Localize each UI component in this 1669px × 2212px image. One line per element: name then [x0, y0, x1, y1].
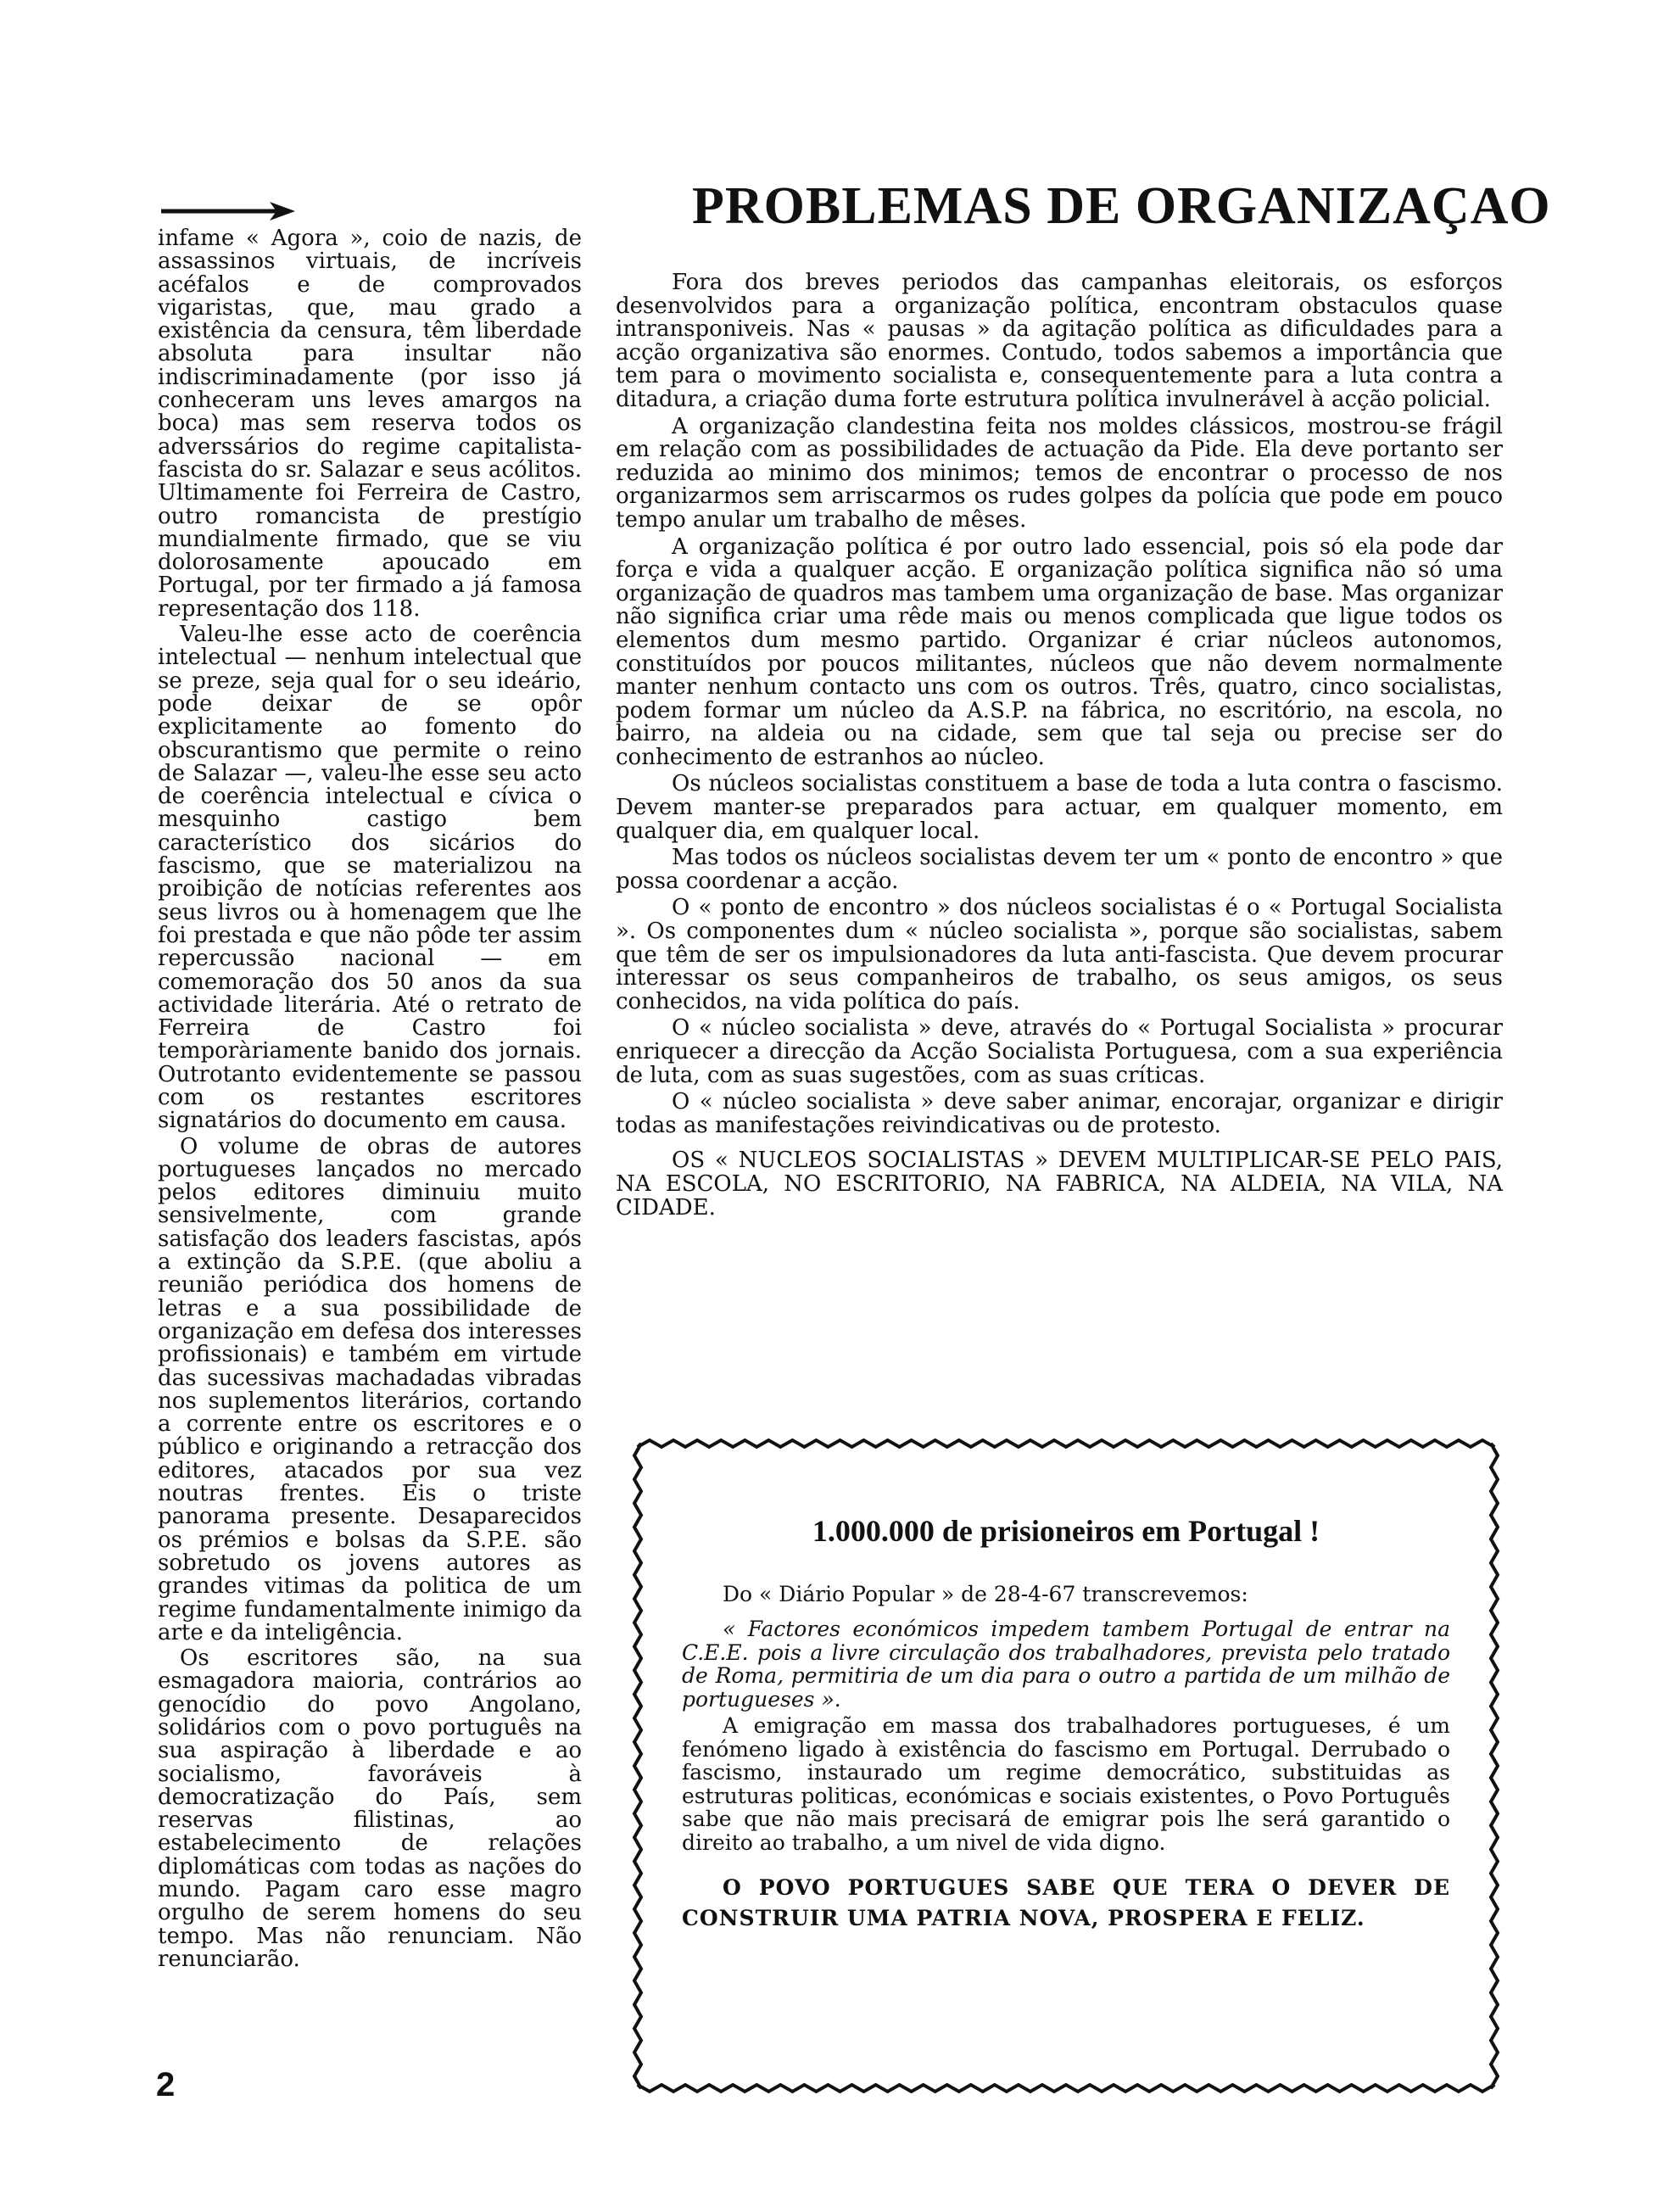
- box-body: A emigração em massa dos trabalhadores portugueses, é um fenómeno ligado à existência do fascismo em Portugal. Derrubado o fascismo, instaurado um regime democrático, substituidas as estruturas politicas, económicas e sociais existentes, o Povo Português sabe que não mais precisará de emigrar pois lhe será garantido o direito ao trabalho, a um nivel de vida digno.: [682, 1713, 1450, 1855]
- article-title: PROBLEMAS DE ORGANIZAÇAO: [692, 177, 1551, 235]
- article-paragraph: Os núcleos socialistas constituem a base de toda a luta contra o fascismo. Devem manter-se preparados para actuar, em qualquer momento, em qualquer dia, em qualquer local.: [616, 771, 1503, 844]
- boxed-article: [629, 1435, 1503, 2097]
- left-paragraph: Valeu-lhe esse acto de coerência intelectual — nenhum intelectual que se preze, seja qual for o seu ideário, pode deixar de se opôr explicitamente ao fomento do obscurantismo que permite o reino de Salazar —, valeu-lhe esse seu acto de coerência intelectual e cívica o mesquinho castigo bem característico dos sicários do fascismo, que se materializou na proibição de notícias referentes aos seus livros ou à homenagem que lhe foi prestada e que não pôde ter assim repercussão nacional — em comemoração dos 50 anos da sua actividade literária. Até o retrato de Ferreira de Castro foi temporàriamente banido dos jornais. Outrotanto evidentemente se passou com os restantes escritores signatários do documento em causa.: [158, 622, 582, 1134]
- box-quote: « Factores económicos impedem tambem Portugal de entrar na C.E.E. pois a livre circulação dos trabalhadores, prevista pelo tratado de Roma, permitiria de um dia para o outro a partida de um milhão de portugueses ».: [682, 1617, 1450, 1712]
- article-paragraph: O « núcleo socialista » deve, através do « Portugal Socialista » procurar enriquecer a direcção da Acção Socialista Portuguesa, com a sua experiência de luta, com as suas sugestões, com as suas críticas.: [616, 1015, 1503, 1088]
- box-closing: O POVO PORTUGUES SABE QUE TERA O DEVER DE CONSTRUIR UMA PATRIA NOVA, PROSPERA E FELIZ.: [682, 1875, 1450, 1930]
- article-paragraph: Mas todos os núcleos socialistas devem ter um « ponto de encontro » que possa coordenar a acção.: [616, 845, 1503, 894]
- article-paragraph: A organização política é por outro lado essencial, pois só ela pode dar força e vida a qualquer acção. E organização política significa não só uma organização de quadros mas tambem uma organização de base. Mas organizar não significa criar uma rêde mais ou menos complicada que ligue todos os elementos dum mesmo partido. Organizar é criar núcleos autonomos, constituídos por poucos militantes, núcleos que não devem normalmente manter nenhum contacto uns com os outros. Três, quatro, cinco socialistas, podem formar um núcleo da A.S.P. na fábrica, no escritório, na escola, no bairro, na aldeia ou na cidade, sem que tal seja ou precise ser do conhecimento de estranhos ao núcleo.: [616, 533, 1503, 770]
- article-closing: OS « NUCLEOS SOCIALISTAS » DEVEM MULTIPLICAR-SE PELO PAIS, NA ESCOLA, NO ESCRITORIO, NA FABRICA, NA ALDEIA, NA VILA, NA CIDADE.: [616, 1148, 1503, 1221]
- left-column: [158, 227, 582, 1971]
- page-number: 2: [156, 2066, 176, 2103]
- article-paragraph: Fora dos breves periodos das campanhas eleitorais, os esforços desenvolvidos para a organização política, encontram obstaculos quase intransponiveis. Nas « pausas » da agitação política as dificuldades para a acção organizativa são enormes. Contudo, todos sabemos a importância que tem para o movimento socialista e, consequentemente para a luta contra a ditadura, a criação duma forte estrutura política invulnerável à acção policial.: [616, 270, 1503, 412]
- article-paragraph: O « núcleo socialista » deve saber animar, encorajar, organizar e dirigir todas as manifestações reivindicativas ou de protesto.: [616, 1089, 1503, 1138]
- article-body: [616, 271, 1503, 1223]
- box-intro: Do « Diário Popular » de 28-4-67 transcrevemos:: [723, 1581, 1248, 1606]
- left-paragraph: Os escritores são, na sua esmagadora maioria, contrários ao genocídio do povo Angolano, solidários com o povo português na sua aspiração à liberdade e ao socialismo, favoráveis à democratização do País, sem reservas filistinas, ao estabelecimento de relações diplomáticas com todas as nações do mundo. Pagam caro esse magro orgulho de serem homens do seu tempo. Mas não renunciam. Não renunciarão.: [158, 1645, 582, 1972]
- continuation-arrow-icon: [161, 200, 297, 222]
- article-paragraph: O « ponto de encontro » dos núcleos socialistas é o « Portugal Socialista ». Os componentes dum « núcleo socialista », porque são socialistas, sabem que têm de ser os impulsionadores da luta anti-fascista. Que devem procurar interessar os seus companheiros de trabalho, os seus amigos, os seus conhecidos, na vida política do país.: [616, 895, 1503, 1014]
- article-paragraph: A organização clandestina feita nos moldes clássicos, mostrou-se frágil em relação com as possibilidades de actuação da Pide. Ela deve portanto ser reduzida ao minimo dos minimos; temos de encontrar o processo de nos organizarmos sem arriscarmos os rudes golpes da polícia que pode em pouco tempo anular um trabalho de mêses.: [616, 413, 1503, 533]
- box-content: [682, 1514, 1450, 1937]
- box-title: 1.000.000 de prisioneiros em Portugal !: [812, 1514, 1320, 1548]
- left-paragraph: O volume de obras de autores portugueses lançados no mercado pelos editores diminuiu muito sensivelmente, com grande satisfação dos leaders fascistas, após a extinção da S.P.E. (que aboliu a reunião periódica dos homens de letras e a sua possibilidade de organização em defesa dos interesses profissionais) e também em virtude das sucessivas machadadas vibradas nos suplementos literários, cortando a corrente entre os escritores e o público e originando a retracção dos editores, atacados por sua vez noutras frentes. Eis o triste panorama presente. Desaparecidos os prémios e bolsas da S.P.E. são sobretudo os jovens autores as grandes vitimas da politica de um regime fundamentalmente inimigo da arte e da inteligência.: [158, 1133, 582, 1645]
- left-paragraph: infame « Agora », coio de nazis, de assassinos virtuais, de incríveis acéfalos e de comprovados vigaristas, que, mau grado a existência da censura, têm liberdade absoluta para insultar não indiscriminadamente (por isso já conheceram uns leves amargos na boca) mas sem reserva todos os adverssários do regime capitalista-fascista do sr. Salazar e seus acólitos. Ultimamente foi Ferreira de Castro, outro romancista de prestígio mundialmente firmado, que se viu dolorosamente apoucado em Portugal, por ter firmado a já famosa representação dos 118.: [158, 226, 582, 622]
